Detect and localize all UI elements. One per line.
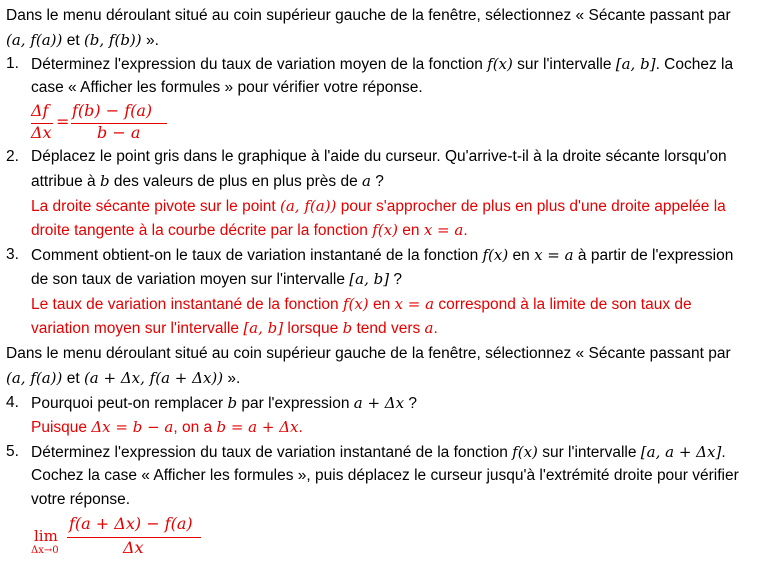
- text: . Cochez la: [655, 56, 734, 73]
- intro-2-end: ».: [223, 370, 241, 387]
- item-4-number: 4.: [6, 394, 19, 411]
- item-4-answer: [31, 416, 303, 439]
- item-2-question-line-2: [31, 170, 384, 193]
- intro-1-math-1: (a, f(a)): [6, 31, 63, 49]
- item-4-question: [31, 392, 417, 415]
- text: .: [298, 419, 303, 436]
- math: f(x): [372, 221, 398, 239]
- text: ?: [370, 173, 384, 190]
- text: Puisque: [31, 419, 92, 436]
- item-2-answer-line-2: [31, 219, 468, 242]
- math: f(x): [342, 295, 369, 313]
- math: x = a: [534, 246, 574, 264]
- math: a: [362, 172, 371, 190]
- equals-sign: =: [56, 112, 70, 131]
- text: variation moyen sur l'intervalle: [31, 320, 244, 337]
- frac-right-numerator: f(b) − f(a): [72, 101, 153, 120]
- text: Le taux de variation instantané de la fonction: [31, 296, 343, 313]
- item-1-answer-formula: [31, 100, 181, 146]
- math: x = a: [423, 221, 464, 239]
- item-5-number: 5.: [6, 443, 19, 460]
- frac-denominator: Δx: [123, 538, 144, 557]
- item-3-question-line-1: [31, 244, 733, 267]
- text: des valeurs de plus en plus près de: [109, 173, 363, 190]
- text: Déterminez l'expression du taux de variation instantané de la fonction: [31, 444, 513, 461]
- text: .: [433, 320, 438, 337]
- text: par l'expression: [237, 395, 354, 412]
- text: de son taux de variation moyen sur l'intervalle: [31, 271, 350, 288]
- item-3-answer-line-1: [31, 293, 692, 316]
- limit-symbol: lim: [34, 527, 58, 545]
- math: [a, b]: [243, 319, 284, 337]
- text: en: [368, 296, 395, 313]
- item-2-number: 2.: [6, 148, 19, 165]
- intro-2-mid: et: [62, 370, 84, 387]
- math: b: [99, 172, 110, 190]
- math: [a, a + Δx]: [640, 443, 722, 461]
- item-3-number: 3.: [6, 246, 19, 263]
- item-1-question-line-1: [31, 53, 733, 76]
- item-1-question-line-2: case « Afficher les formules » pour vérifier votre réponse.: [31, 79, 423, 96]
- text: à partir de l'expression: [573, 247, 734, 264]
- frac-numerator: f(a + Δx) − f(a): [69, 514, 193, 533]
- intro-1-line-2: [6, 29, 159, 52]
- item-3-question-line-2: [31, 268, 402, 291]
- item-5-answer-formula: [31, 513, 231, 563]
- math: b: [342, 319, 353, 337]
- frac-left-numerator: Δf: [31, 101, 49, 120]
- item-2-answer-line-1: [31, 195, 726, 218]
- intro-1-mid: et: [62, 32, 84, 49]
- item-1-number: 1.: [6, 55, 19, 72]
- frac-left-denominator: Δx: [31, 123, 52, 142]
- text: ?: [404, 395, 418, 412]
- text: .: [721, 444, 726, 461]
- item-5-question-line-2: Cochez la case « Afficher les formules », puis déplacez le curseur jusqu'à l'extrémité droite pour vérifier: [31, 467, 739, 484]
- intro-1-math-2: (b, f(b)): [83, 31, 142, 49]
- intro-2-line-1: Dans le menu déroulant situé au coin supérieur gauche de la fenêtre, sélectionnez « Sécante passant par: [6, 345, 731, 362]
- item-2-question-line-1: Déplacez le point gris dans le graphique à l'aide du curseur. Qu'arrive-t-il à la droite sécante lorsqu'on: [31, 148, 727, 165]
- text: sur l'intervalle: [512, 56, 616, 73]
- math: b: [227, 394, 238, 412]
- text: pour s'approcher de plus en plus d'une droite appelée la: [336, 198, 726, 215]
- text: lorsque: [283, 320, 343, 337]
- text: correspond à la limite de son taux de: [434, 296, 692, 313]
- intro-1-end: ».: [141, 32, 159, 49]
- text: .: [463, 222, 468, 239]
- math: [a, b]: [349, 270, 390, 288]
- text: Déterminez l'expression du taux de variation moyen de la fonction: [31, 56, 488, 73]
- math: a: [424, 319, 434, 337]
- intro-2-line-2: [6, 367, 240, 390]
- math: x = a: [394, 295, 435, 313]
- item-3-answer-line-2: [31, 317, 438, 340]
- text: tend vers: [352, 320, 425, 337]
- text: en: [397, 222, 424, 239]
- text: sur l'intervalle: [537, 444, 641, 461]
- math: a + Δx: [353, 394, 405, 412]
- text: Pourquoi peut-on remplacer: [31, 395, 228, 412]
- math: b = a + Δx: [216, 418, 299, 436]
- text: , on a: [173, 419, 217, 436]
- text: droite tangente à la courbe décrite par la fonction: [31, 222, 373, 239]
- text: La droite sécante pivote sur le point: [31, 198, 281, 215]
- math: f(x): [482, 246, 509, 264]
- text: attribue à: [31, 173, 100, 190]
- limit-subscript: Δx→0: [31, 545, 59, 556]
- math: f(x): [487, 55, 513, 73]
- text: en: [508, 247, 535, 264]
- math: f(x): [512, 443, 538, 461]
- math: Δx = b − a: [91, 418, 174, 436]
- text: Comment obtient-on le taux de variation instantané de la fonction: [31, 247, 483, 264]
- math: [a, b]: [615, 55, 656, 73]
- intro-2-math-1: (a, f(a)): [6, 369, 63, 387]
- text: ?: [389, 271, 403, 288]
- intro-1-line-1: [6, 5, 731, 27]
- item-5-question-line-3: votre réponse.: [31, 491, 131, 508]
- intro-1-text: Dans le menu déroulant situé au coin supérieur gauche de la fenêtre, sélectionnez « Sécante passant par: [6, 7, 731, 24]
- math: (a, f(a)): [280, 197, 337, 215]
- frac-right-denominator: b − a: [97, 123, 141, 142]
- item-5-question-line-1: [31, 441, 726, 464]
- intro-2-math-2: (a + Δx, f(a + Δx)): [83, 369, 224, 387]
